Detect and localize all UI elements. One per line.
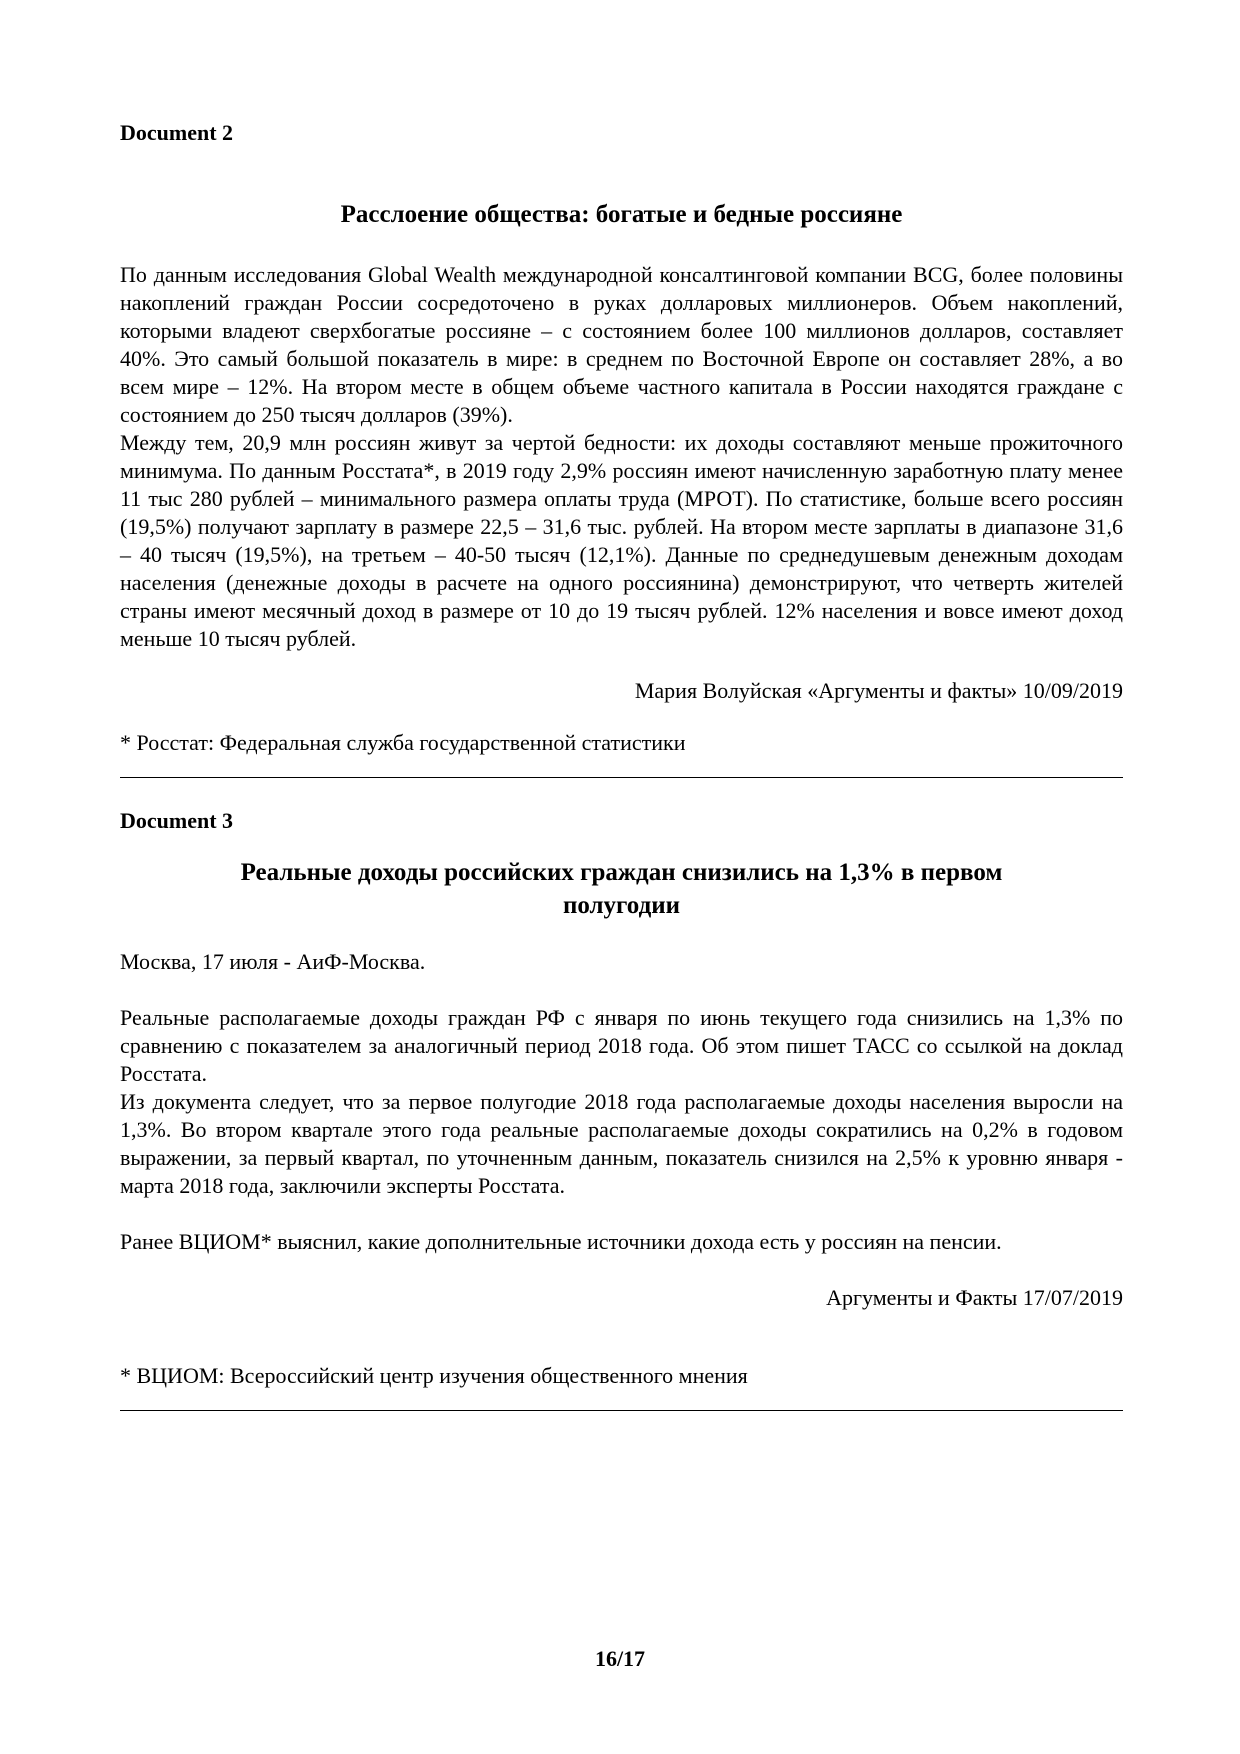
document-2-section (120, 118, 1123, 778)
document-3-paragraph-2: Из документа следует, что за первое полугодие 2018 года располагаемые доходы населения выросли на 1,3%. Во втором квартале этого года реальные располагаемые доходы сократились на 0,2% в годовом выражении, за первый квартал, по уточненным данным, показатель снизился на 2,5% к уровню января - марта 2018 года, заключили эксперты Росстата. (120, 1089, 1123, 1198)
document-2-paragraph-1: По данным исследования Global Wealth международной консалтинговой компании BCG, более половины накоплений граждан России сосредоточено в руках долларовых миллионеров. Объем накоплений, которыми владеют сверхбогатые россияне – с состоянием более 100 миллионов долларов, составляет 40%. Это самый большой показатель в мире: в среднем по Восточной Европе он составляет 28%, а во всем мире – 12%. На втором месте в общем объеме частного капитала в России находятся граждане с состоянием до 250 тысяч долларов (39%). (120, 262, 1123, 427)
document-3-section (120, 806, 1123, 1411)
document-3-paragraph-3: Ранее ВЦИОМ* выяснил, какие дополнительные источники дохода есть у россиян на пенсии. (120, 1229, 1002, 1254)
page-number: 16/17 (594, 1646, 646, 1671)
document-2-paragraph-2: Между тем, 20,9 млн россиян живут за чертой бедности: их доходы составляют меньше прожиточного минимума. По данным Росстата*, в 2019 году 2,9% россиян имеют начисленную заработную плату менее 11 тыс 280 рублей – минимального размера оплаты труда (МРОТ). По статистике, больше всего россиян (19,5%) получают зарплату в размере 22,5 – 31,6 тыс. рублей. На втором месте зарплаты в диапазоне 31,6 – 40 тысяч (19,5%), на третьем – 40-50 тысяч (12,1%). Данные по среднедушевым денежным доходам населения (денежные доходы в расчете на одного россиянина) демонстрируют, что четверть жителей страны имеют месячный доход в размере от 10 до 19 тысяч рублей. 12% населения и вовсе имеют доход меньше 10 тысяч рублей. (120, 430, 1123, 651)
document-2-footnote: * Росстат: Федеральная служба государственной статистики (120, 730, 686, 755)
document-3-title: Реальные доходы российских граждан снизились на 1,3% в первом полугодии (240, 859, 1003, 919)
document-3-paragraph-1: Реальные располагаемые доходы граждан РФ с января по июнь текущего года снизились на 1,3% по сравнению с показателем за аналогичный период 2018 года. Об этом пишет ТАСС со ссылкой на доклад Росстата. (120, 1005, 1123, 1086)
document-2-label: Document 2 (120, 120, 234, 145)
document-2-title: Расслоение общества: богатые и бедные россияне (340, 201, 903, 228)
divider-rule-2 (120, 1410, 1123, 1411)
document-2-source: Мария Волуйская «Аргументы и факты» 10/09/2019 (634, 678, 1123, 703)
document-3-dateline: Москва, 17 июля - АиФ-Москва. (120, 949, 426, 974)
document-3-footnote: * ВЦИОМ: Всероссийский центр изучения общественного мнения (120, 1363, 748, 1388)
page-content (120, 118, 1123, 1411)
document-3-label: Document 3 (120, 808, 234, 833)
document-3-source: Аргументы и Факты 17/07/2019 (826, 1285, 1123, 1310)
